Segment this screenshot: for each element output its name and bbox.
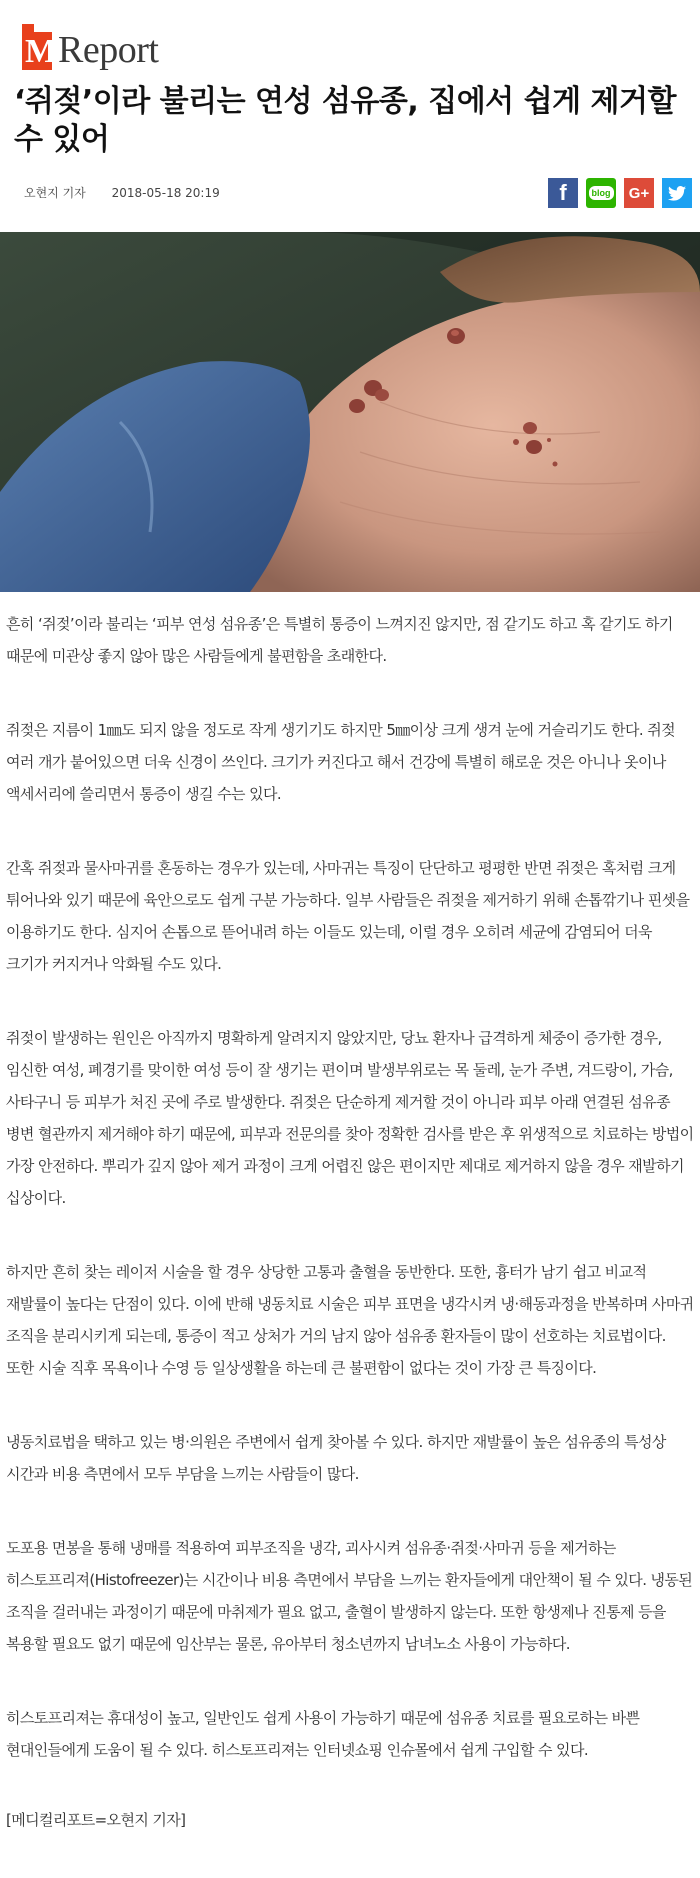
share-buttons bbox=[548, 178, 692, 208]
article-body bbox=[6, 608, 696, 1878]
article-signature: [메디컬리포트=오현지 기자] bbox=[6, 1811, 186, 1829]
google-plus-share-button[interactable] bbox=[624, 178, 654, 208]
facebook-icon: f bbox=[559, 180, 567, 205]
article-photo bbox=[0, 232, 700, 592]
neck-skin-tags-image bbox=[0, 232, 700, 592]
article-date: 2018-05-18 20:19 bbox=[111, 186, 220, 200]
article-paragraph: 쥐젖이 발생하는 원인은 아직까지 명확하게 알려지지 않았지만, 당뇨 환자나 급격하게 체중이 증가한 경우, 임신한 여성, 폐경기를 맞이한 여성 등이 잘 생기는 편이며 발생부위로는 목 둘레, 눈가 주변, 겨드랑이, 가슴, 사타구니 등 피부가 처진 곳에 주로 발생한다. 쥐젖은 단순하게 제거할 것이 아니라 피부 아래 연결된 섬유종 병변 혈관까지 제거해야 하기 때문에, 피부과 전문의를 찾아 정확한 검사를 받은 후 위생적으로 치료하는 방법이 가장 안전하다. 뿌리가 깊지 않아 제거 과정이 크게 어렵진 않은 편이지만 제대로 제거하지 않을 경우 재발하기 십상이다. bbox=[6, 1029, 694, 1207]
twitter-icon bbox=[668, 186, 686, 201]
site-header bbox=[0, 0, 700, 80]
article-paragraph: 쥐젖은 지름이 1㎜도 되지 않을 정도로 작게 생기기도 하지만 5㎜이상 크게 생겨 눈에 거슬리기도 한다. 쥐젖 여러 개가 붙어있으면 더욱 신경이 쓰인다. 크기가 커진다고 해서 건강에 특별히 해로운 것은 아니나 옷이나 액세서리에 쓸리면서 통증이 생길 수는 있다. bbox=[6, 721, 675, 803]
blog-share-button[interactable] bbox=[586, 178, 616, 208]
article-paragraph: 하지만 흔히 찾는 레이저 시술을 할 경우 상당한 고통과 출혈을 동반한다. 또한, 흉터가 남기 쉽고 비교적 재발률이 높다는 단점이 있다. 이에 반해 냉동치료 시술은 피부 표면을 냉각시켜 냉·해동과정을 반복하며 사마귀 조직을 분리시키게 되는데, 통증이 적고 상처가 거의 남지 않아 섬유종 환자들이 많이 선호하는 치료법이다. 또한 시술 직후 목욕이나 수영 등 일상생활을 하는데 큰 불편함이 없다는 것이 가장 큰 특징이다. bbox=[6, 1263, 694, 1377]
twitter-share-button[interactable] bbox=[662, 178, 692, 208]
logo-mark bbox=[22, 24, 56, 70]
article-paragraph: 히스토프리져는 휴대성이 높고, 일반인도 쉽게 사용이 가능하기 때문에 섬유종 치료를 필요로하는 바쁜 현대인들에게 도움이 될 수 있다. 히스토프리져는 인터넷쇼핑 인슈몰에서 쉽게 구입할 수 있다. bbox=[6, 1709, 640, 1759]
article-paragraph: 흔히 ‘쥐젖’이라 불리는 ‘피부 연성 섬유종’은 특별히 통증이 느껴지진 않지만, 점 같기도 하고 혹 같기도 하기 때문에 미관상 좋지 않아 많은 사람들에게 불편함을 초래한다. bbox=[6, 615, 673, 665]
article-paragraph: 냉동치료법을 택하고 있는 병·의원은 주변에서 쉽게 찾아볼 수 있다. 하지만 재발률이 높은 섬유종의 특성상 시간과 비용 측면에서 모두 부담을 느끼는 사람들이 많다. bbox=[6, 1433, 666, 1483]
site-logo[interactable] bbox=[22, 18, 158, 70]
article-title: ‘쥐젖’이라 불리는 연성 섬유종, 집에서 쉽게 제거할 수 있어 bbox=[14, 84, 676, 157]
article-author: 오현지 기자 bbox=[24, 186, 86, 200]
google-plus-icon: G+ bbox=[628, 184, 650, 202]
logo-letter: M bbox=[25, 33, 58, 70]
facebook-share-button[interactable] bbox=[548, 178, 578, 208]
article-paragraph: 간혹 쥐젖과 물사마귀를 혼동하는 경우가 있는데, 사마귀는 특징이 단단하고 평평한 반면 쥐젖은 혹처럼 크게 튀어나와 있기 때문에 육안으로도 쉽게 구분 가능하다. 일부 사람들은 쥐젖을 제거하기 위해 손톱깎기나 핀셋을 이용하기도 한다. 심지어 손톱으로 뜯어내려 하는 이들도 있는데, 이럴 경우 오히려 세균에 감염되어 더욱 크기가 커지거나 악화될 수도 있다. bbox=[6, 859, 690, 973]
article-meta bbox=[24, 184, 242, 201]
article-paragraph: 도포용 면봉을 통해 냉매를 적용하여 피부조직을 냉각, 괴사시켜 섬유종·쥐젖·사마귀 등을 제거하는 히스토프리져(Histofreezer)는 시간이나 비용 측면에서 부담을 느끼는 환자들에게 대안책이 될 수 있다. 냉동된 조직을 걸러내는 과정이기 때문에 마취제가 필요 없고, 출혈이 발생하지 않는다. 또한 항생제나 진통제 등을 복용할 필요도 없기 때문에 임산부는 물론, 유아부터 청소년까지 남녀노소 사용이 가능하다. bbox=[6, 1539, 693, 1653]
blog-icon: blog bbox=[589, 186, 614, 200]
logo-text: Report bbox=[58, 29, 159, 71]
